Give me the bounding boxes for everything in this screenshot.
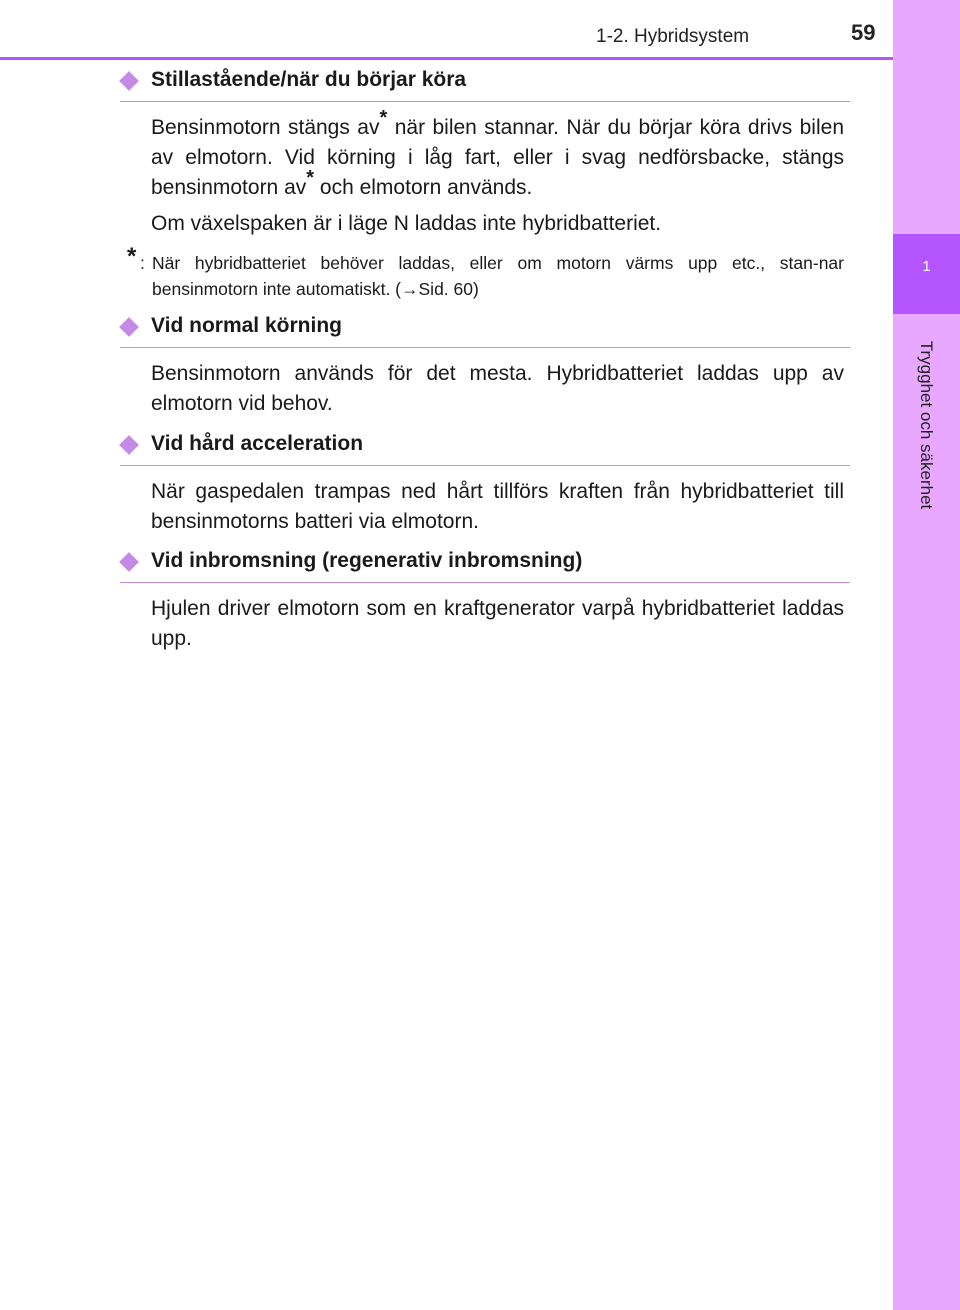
- section-heading-text: Vid hård acceleration: [151, 432, 364, 455]
- header-divider: [0, 57, 893, 60]
- paragraph: Bensinmotorn används för det mesta. Hybridbatteriet laddas upp av elmotorn vid behov.: [151, 362, 844, 415]
- side-strip: [893, 0, 960, 1310]
- header-section-title: 1-2. Hybridsystem: [596, 26, 750, 47]
- section-heading-text: Vid normal körning: [151, 314, 342, 337]
- page-number: 59: [851, 20, 876, 45]
- paragraph-text: och elmotorn används.: [314, 176, 533, 199]
- section-heading: [120, 313, 850, 348]
- chapter-number: 1: [922, 258, 931, 275]
- paragraph-text: när bilen stannar. När du börjar köra drivs bilen av elmotorn. Vid körning i låg fart, eller i svag nedförsbacke, stängs bensinmotorn av: [151, 116, 844, 199]
- paragraph: När gaspedalen trampas ned hårt tillförs kraften från hybridbatteriet till bensinmotorns batteri via elmotorn.: [151, 480, 844, 533]
- section-heading: [120, 548, 850, 583]
- diamond-bullet-icon: [119, 552, 139, 572]
- footnote-colon: :: [140, 253, 145, 273]
- section-heading: [120, 431, 850, 466]
- section-heading-text: Stillastående/när du börjar köra: [151, 68, 467, 91]
- diamond-bullet-icon: [119, 71, 139, 91]
- asterisk-mark: *: [379, 107, 388, 129]
- footnote-text: När hybridbatteriet behöver laddas, eller om motorn värms upp etc., stan-nar bensinmotorn inte automatiskt. (→Sid. 60): [152, 253, 844, 299]
- chapter-title: Trygghet och säkerhet: [917, 340, 936, 510]
- paragraph: Hjulen driver elmotorn som en kraftgenerator varpå hybridbatteriet laddas upp.: [151, 597, 844, 650]
- paragraph: Om växelspaken är i läge N laddas inte hybridbatteriet.: [151, 212, 662, 235]
- footnote-mark: *: [127, 243, 137, 270]
- section-heading: [120, 67, 850, 102]
- diamond-bullet-icon: [119, 317, 139, 337]
- asterisk-mark: *: [306, 167, 315, 189]
- footnote: [127, 243, 844, 302]
- chapter-tab[interactable]: [893, 234, 960, 314]
- diamond-bullet-icon: [119, 435, 139, 455]
- paragraph: [151, 107, 844, 203]
- paragraph-text: Bensinmotorn stängs av: [151, 116, 380, 139]
- section-heading-text: Vid inbromsning (regenerativ inbromsning): [151, 549, 583, 572]
